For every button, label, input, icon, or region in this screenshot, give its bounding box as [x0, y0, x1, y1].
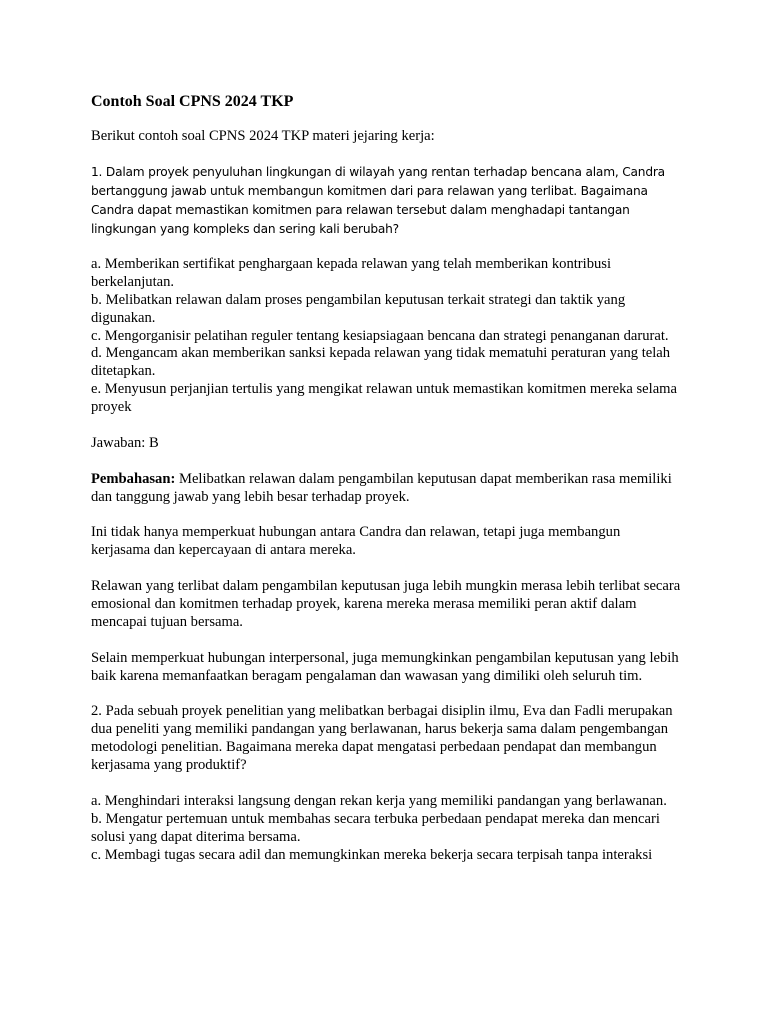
question-1-options	[91, 256, 683, 417]
explanation-paragraph: Relawan yang terlibat dalam pengambilan keputusan juga lebih mungkin merasa lebih terlibat secara emosional dan komitmen terhadap proyek, karena mereka merasa memiliki peran aktif dalam mencapai tujuan bersama.	[91, 578, 681, 630]
question-1-text: 1. Dalam proyek penyuluhan lingkungan di wilayah yang rentan terhadap bencana alam, Candra bertanggung jawab untuk membangun komitmen dari para relawan yang terlibat. Bagaimana Candra dapat memastikan komitmen para relawan tersebut dalam menghadapi tantangan lingkungan yang kompleks dan sering kali berubah?	[91, 164, 665, 236]
answer-text: Jawaban: B	[91, 434, 159, 451]
option-d: d. Mengancam akan memberikan sanksi kepada relawan yang tidak mematuhi peraturan yang telah ditetapkan.	[91, 345, 671, 380]
explanation-paragraph: Selain memperkuat hubungan interpersonal, juga memungkinkan pengambilan keputusan yang lebih baik karena memanfaatkan beragam pengalaman dan wawasan yang dimiliki oleh seluruh tim.	[91, 649, 679, 684]
option-a: a. Memberikan sertifikat penghargaan kepada relawan yang telah memberikan kontribusi berkelanjutan.	[91, 255, 612, 290]
explanation-label: Pembahasan:	[91, 470, 176, 487]
option-b: b. Melibatkan relawan dalam proses pengambilan keputusan terkait strategi dan taktik yang digunakan.	[91, 291, 626, 326]
option-a: a. Menghindari interaksi langsung dengan rekan kerja yang memiliki pandangan yang berlawanan.	[91, 792, 667, 809]
question-2-options	[91, 793, 683, 865]
option-c: c. Membagi tugas secara adil dan memungkinkan mereka bekerja secara terpisah tanpa interaksi	[91, 846, 653, 863]
explanation-text: Melibatkan relawan dalam pengambilan keputusan dapat memberikan rasa memiliki dan tanggung jawab yang lebih besar terhadap proyek.	[91, 470, 672, 505]
option-c: c. Mengorganisir pelatihan reguler tentang kesiapsiagaan bencana dan strategi penanganan darurat.	[91, 327, 669, 344]
explanation	[91, 471, 683, 507]
explanation-paragraph: Ini tidak hanya memperkuat hubungan antara Candra dan relawan, tetapi juga membangun kerjasama dan kepercayaan di antara mereka.	[91, 524, 621, 559]
option-e: e. Menyusun perjanjian tertulis yang mengikat relawan untuk memastikan komitmen mereka selama proyek	[91, 381, 678, 416]
document-page	[91, 92, 683, 865]
document-title: Contoh Soal CPNS 2024 TKP	[91, 93, 294, 110]
question-2-text: 2. Pada sebuah proyek penelitian yang melibatkan berbagai disiplin ilmu, Eva dan Fadli merupakan dua peneliti yang memiliki pandangan yang berlawanan, harus bekerja sama dalam pengembangan metodologi penelitian. Bagaimana mereka dapat mengatasi perbedaan pendapat dan membangun kerjasama yang produktif?	[91, 703, 673, 774]
intro-text: Berikut contoh soal CPNS 2024 TKP materi jejaring kerja:	[91, 128, 435, 144]
option-b: b. Mengatur pertemuan untuk membahas secara terbuka perbedaan pendapat mereka dan mencari solusi yang dapat diterima bersama.	[91, 810, 660, 845]
